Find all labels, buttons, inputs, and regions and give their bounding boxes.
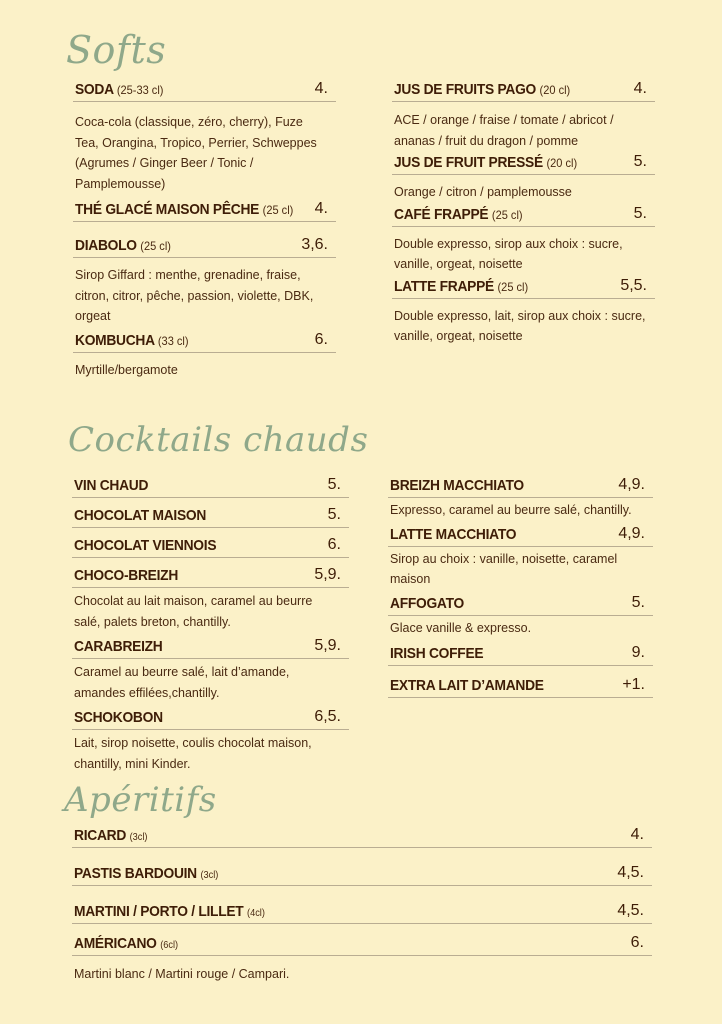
item-price: 4,9. <box>618 524 645 542</box>
item-description: Coca-cola (classique, zéro, cherry), Fuze Tea, Orangina, Tropico, Perrier, Schweppes (Agrumes / Ginger Beer / Tonic / Pamplemousse) <box>75 115 317 191</box>
item-price: 5,9. <box>314 637 341 654</box>
item-header <box>388 476 653 498</box>
menu-item-kombucha <box>73 331 336 383</box>
menu-item-diabolo <box>73 236 336 329</box>
item-price: 5,9. <box>314 566 341 583</box>
item-description: Caramel au beurre salé, lait d’amande, amandes effilées,chantilly. <box>74 665 290 700</box>
item-price: +1. <box>622 676 645 693</box>
menu-item-affogato <box>388 594 653 641</box>
menu-item-martini-porto-lillet <box>72 902 652 924</box>
item-description: Expresso, caramel au beurre salé, chantilly. <box>390 503 632 517</box>
menu-item-jus-presse <box>392 153 655 205</box>
section-title-cocktails-chauds: Cocktails chauds <box>68 420 369 460</box>
item-price: 4,9. <box>618 476 645 493</box>
item-name: AMÉRICANO (6cl) <box>74 935 179 952</box>
item-header <box>72 864 652 886</box>
item-header <box>73 236 336 258</box>
aperitifs-list <box>72 826 652 987</box>
item-price: 6,5. <box>314 708 341 725</box>
menu-item-pastis-bardouin <box>72 864 652 886</box>
item-price: 5,5. <box>620 276 647 294</box>
item-name: SCHOKOBON <box>74 709 163 726</box>
item-name: CHOCO-BREIZH <box>74 567 179 584</box>
item-name: MARTINI / PORTO / LILLET (4cl) <box>74 903 265 920</box>
item-price: 6. <box>327 536 341 553</box>
item-name: THÉ GLACÉ MAISON PÊCHE (25 cl) <box>75 201 294 218</box>
item-header <box>72 902 652 924</box>
item-header <box>72 506 349 528</box>
cocktails-left-column <box>72 476 349 776</box>
item-description: Sirop Giffard : menthe, grenadine, fraise, citron, citror, pêche, passion, violette, DBK, orgeat <box>75 268 314 323</box>
item-name: CHOCOLAT VIENNOIS <box>74 537 217 554</box>
menu-item-choco-breizh <box>72 566 349 634</box>
item-name: KOMBUCHA (33 cl) <box>75 331 189 349</box>
item-description: ACE / orange / fraise / tomate / abricot / ananas / fruit du dragon / pomme <box>394 113 614 148</box>
item-price: 4,5. <box>617 864 644 881</box>
item-header <box>388 594 653 616</box>
item-name: DIABOLO (25 cl) <box>75 237 171 254</box>
item-price: 4. <box>314 200 328 217</box>
item-name: LATTE FRAPPÉ (25 cl) <box>394 277 529 295</box>
item-price: 4. <box>633 80 647 97</box>
item-description: Martini blanc / Martini rouge / Campari. <box>74 967 290 981</box>
item-description: Double expresso, lait, sirop aux choix : sucre, vanille, orgeat, noisette <box>394 308 646 343</box>
item-price: 6. <box>314 330 328 348</box>
item-name: BREIZH MACCHIATO <box>390 477 524 494</box>
menu-item-chocolat-maison <box>72 506 349 528</box>
menu-item-latte-macchiato <box>388 525 653 592</box>
item-header <box>392 205 655 227</box>
item-price: 5. <box>633 153 647 170</box>
menu-item-vin-chaud <box>72 476 349 498</box>
item-price: 5. <box>631 593 645 611</box>
item-header <box>72 536 349 558</box>
item-name: EXTRA LAIT D’AMANDE <box>390 677 544 694</box>
item-name: CHOCOLAT MAISON <box>74 507 207 524</box>
item-name: JUS DE FRUIT PRESSÉ (20 cl) <box>394 154 578 171</box>
item-header <box>388 525 653 547</box>
menu-item-latte-frappe <box>392 277 655 349</box>
item-header <box>73 331 336 353</box>
softs-right-column <box>392 80 655 349</box>
menu-item-extra-lait-amande <box>388 676 653 698</box>
item-price: 9. <box>631 644 645 661</box>
item-name: LATTE MACCHIATO <box>390 525 517 543</box>
item-name: VIN CHAUD <box>74 477 149 494</box>
item-price: 4. <box>314 80 328 97</box>
cocktails-right-column <box>388 476 653 698</box>
menu-item-irish-coffee <box>388 644 653 666</box>
item-header <box>73 200 336 222</box>
item-description: Sirop au choix : vanille, noisette, caramel maison <box>390 551 618 586</box>
item-price: 4. <box>630 826 644 843</box>
item-price: 3,6. <box>301 236 328 253</box>
item-price: 5. <box>327 506 341 523</box>
section-title-aperitifs: Apéritifs <box>64 780 217 820</box>
item-description: Myrtille/bergamote <box>75 362 178 377</box>
menu-item-the-glace <box>73 200 336 222</box>
item-name: CARABREIZH <box>74 638 163 655</box>
item-description: Orange / citron / pamplemousse <box>394 185 572 199</box>
item-header <box>388 676 653 698</box>
item-price: 5. <box>327 476 341 493</box>
menu-item-breizh-macchiato <box>388 476 653 523</box>
item-header <box>72 708 349 730</box>
item-header <box>72 826 652 848</box>
item-name: SODA (25-33 cl) <box>75 81 164 98</box>
menu-item-chocolat-viennois <box>72 536 349 558</box>
menu-item-schokobon <box>72 708 349 776</box>
item-name: CAFÉ FRAPPÉ (25 cl) <box>394 205 523 223</box>
item-header <box>72 566 349 588</box>
item-header <box>392 277 655 299</box>
item-header <box>392 153 655 175</box>
item-header <box>392 80 655 102</box>
item-name: PASTIS BARDOUIN (3cl) <box>74 865 219 882</box>
item-header <box>73 80 336 102</box>
menu-item-americano <box>72 934 652 987</box>
item-description: Lait, sirop noisette, coulis chocolat maison, chantilly, mini Kinder. <box>74 736 312 771</box>
item-description: Chocolat au lait maison, caramel au beurre salé, palets breton, chantilly. <box>74 594 313 629</box>
menu-item-jus-pago <box>392 80 655 153</box>
menu-item-carabreizh <box>72 637 349 705</box>
menu-item-cafe-frappe <box>392 205 655 277</box>
item-name: JUS DE FRUITS PAGO (20 cl) <box>394 81 571 98</box>
section-title-softs: Softs <box>66 28 167 72</box>
item-name: AFFOGATO <box>390 594 464 612</box>
item-name: IRISH COFFEE <box>390 645 484 662</box>
item-description: Glace vanille & expresso. <box>390 620 532 635</box>
item-price: 6. <box>630 934 644 951</box>
item-name: RICARD (3cl) <box>74 827 148 844</box>
item-header <box>72 637 349 659</box>
item-description: Double expresso, sirop aux choix : sucre, vanille, orgeat, noisette <box>394 236 623 271</box>
softs-left-column <box>73 80 336 382</box>
item-header <box>72 476 349 498</box>
menu-item-ricard <box>72 826 652 848</box>
item-header <box>388 644 653 666</box>
item-price: 5. <box>633 204 647 222</box>
item-header <box>72 934 652 956</box>
item-price: 4,5. <box>617 902 644 919</box>
menu-item-soda <box>73 80 336 196</box>
